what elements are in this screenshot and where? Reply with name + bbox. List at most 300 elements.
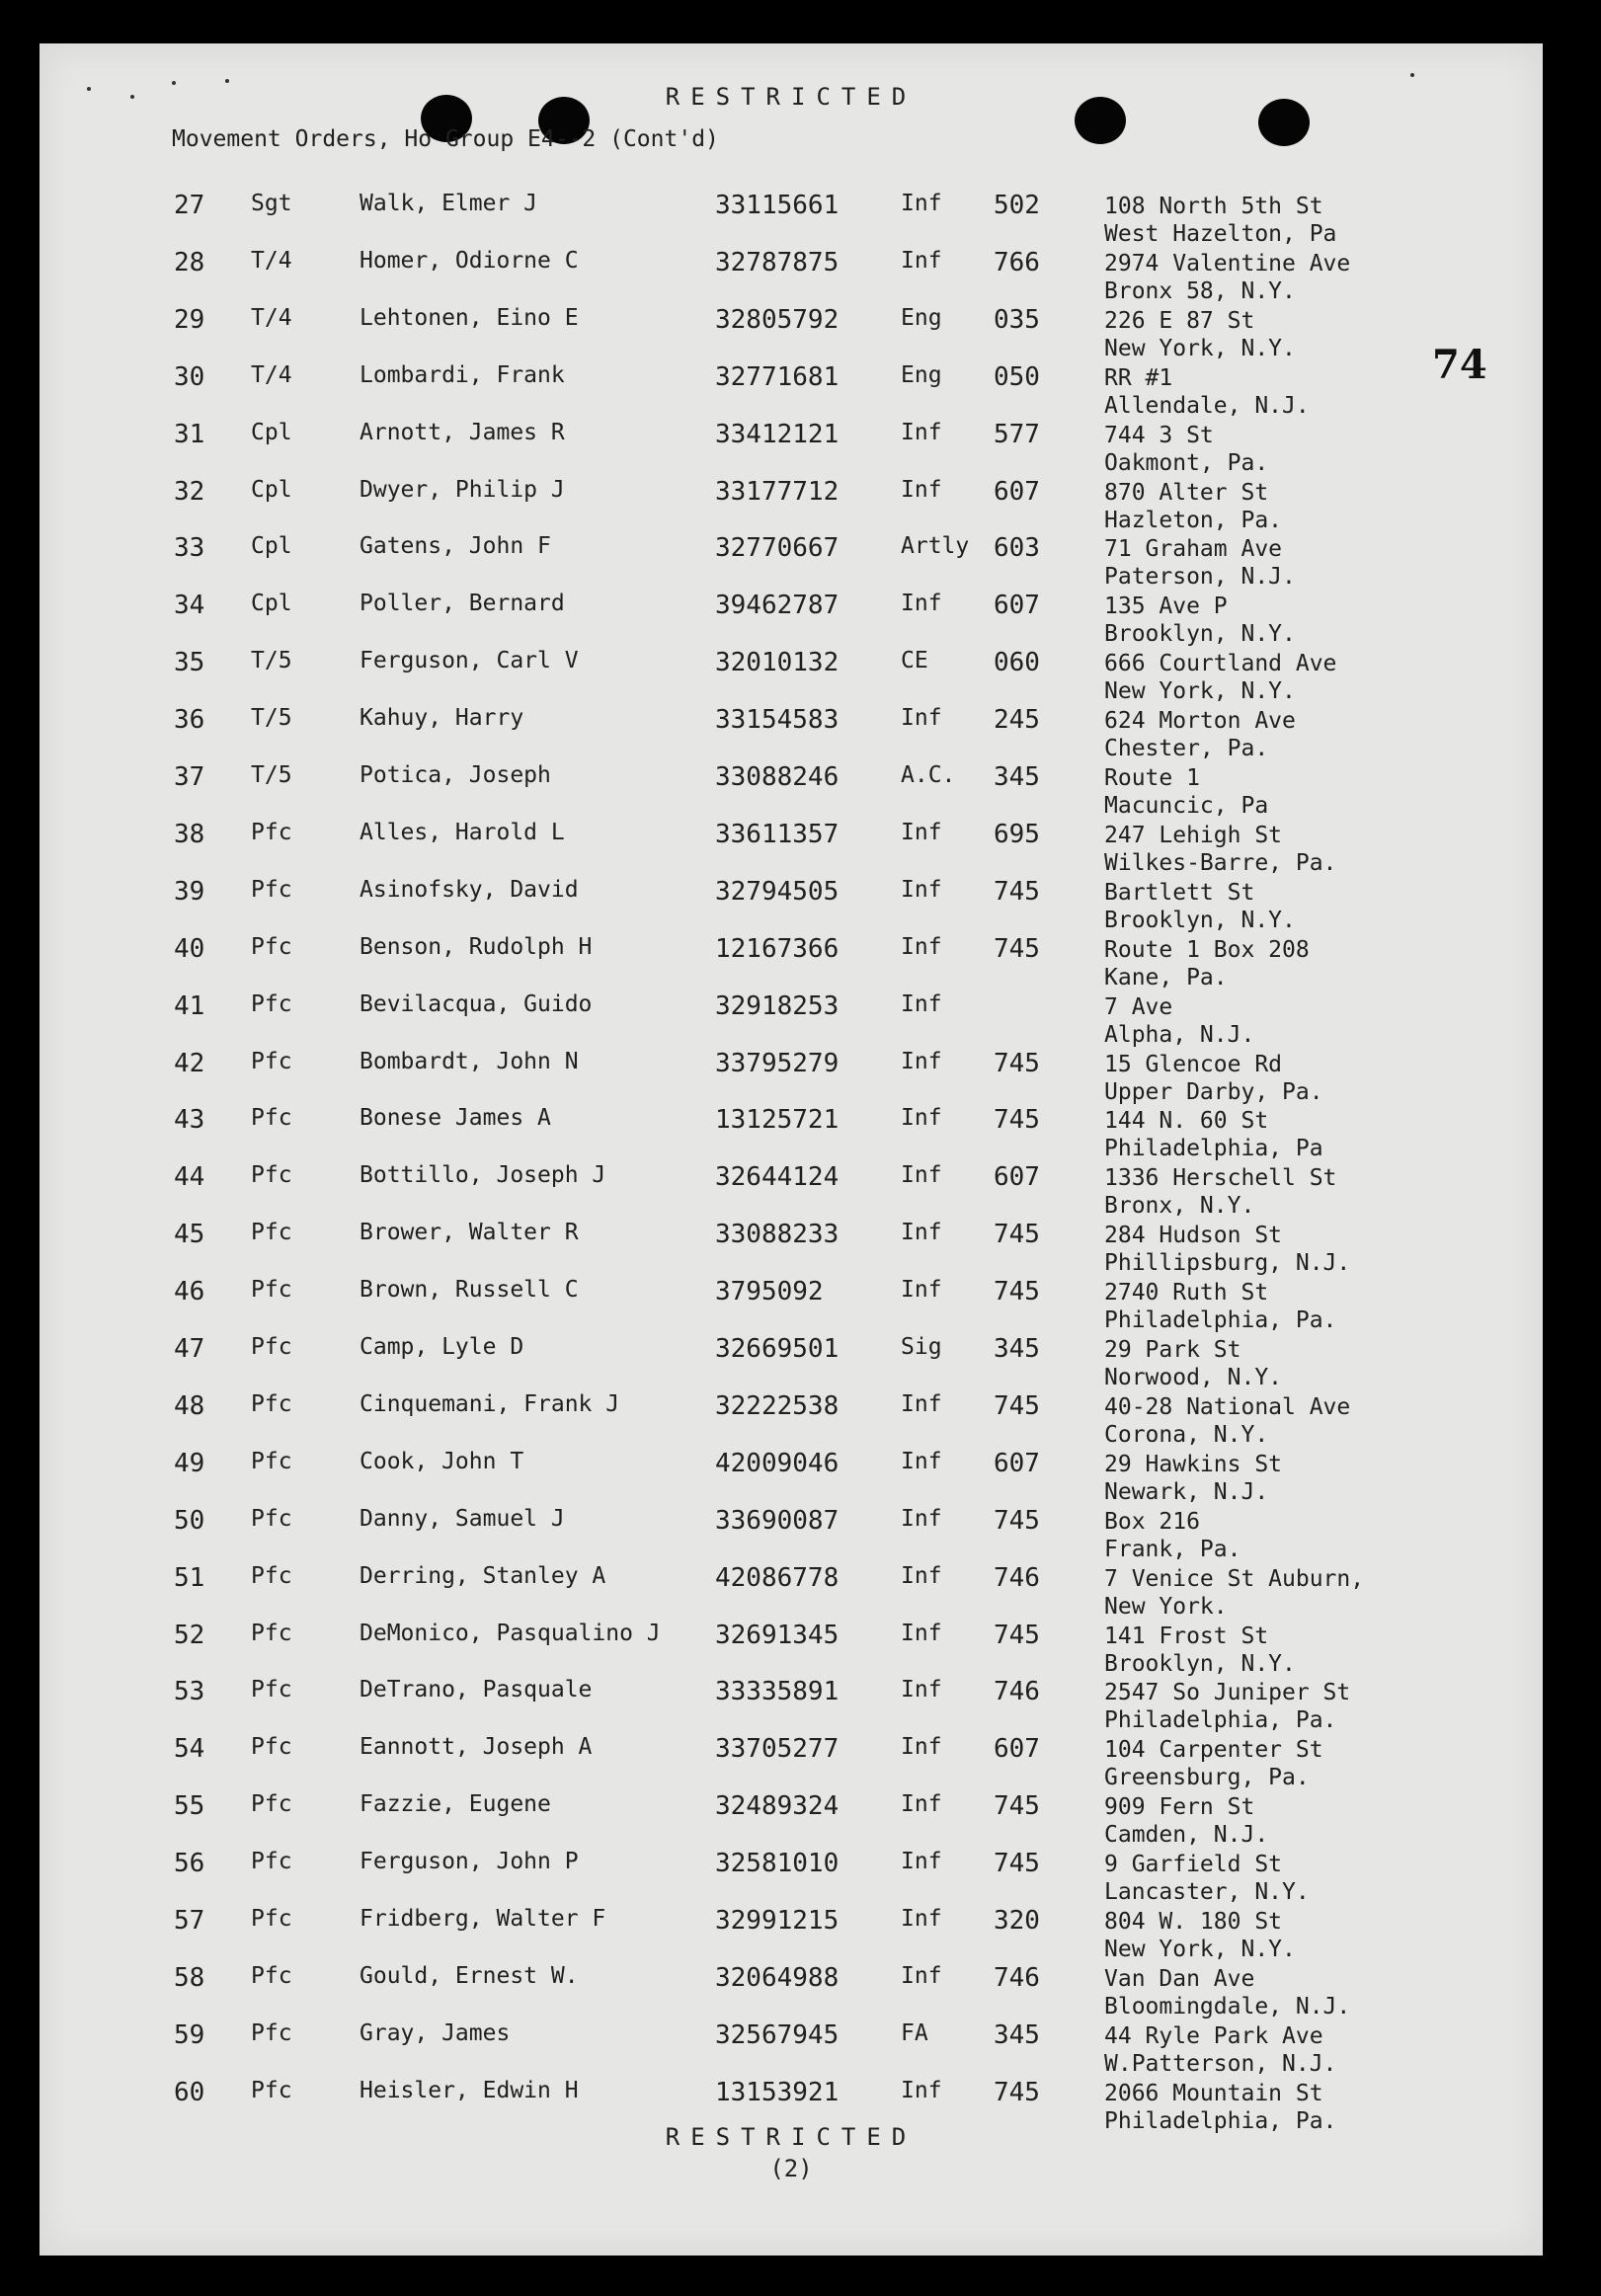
serial-number: 42009046 (715, 1448, 840, 1478)
roster-row (40, 1849, 1543, 1907)
roster-row (40, 876, 1543, 935)
roster-row (40, 1277, 1543, 1335)
soldier-name: Gray, James (360, 2019, 511, 2046)
roster-row (40, 762, 1543, 821)
mos-code: 320 (994, 1906, 1040, 1936)
address-line-1: 141 Frost St (1104, 1623, 1269, 1649)
serial-number: 32991215 (715, 1906, 840, 1936)
branch: CE (901, 648, 928, 674)
mos-code: 746 (994, 1962, 1040, 1993)
row-number: 56 (174, 1849, 205, 1879)
roster-row (40, 648, 1543, 706)
roster-row (40, 1962, 1543, 2021)
address-line-2: New York, N.Y. (1104, 1937, 1296, 1962)
page-marker: 74 (1432, 342, 1487, 388)
branch: Inf (901, 419, 942, 445)
row-number: 53 (174, 1677, 205, 1707)
row-number: 29 (174, 304, 205, 335)
rank: T/5 (251, 705, 292, 732)
address-line-1: 71 Graham Ave (1104, 536, 1283, 563)
roster-row (40, 1505, 1543, 1564)
rank: Pfc (251, 819, 292, 845)
row-number: 35 (174, 648, 205, 678)
serial-number: 32010132 (715, 648, 840, 678)
branch: Eng (901, 361, 942, 388)
branch: Inf (901, 1734, 942, 1761)
row-number: 30 (174, 361, 205, 392)
row-number: 27 (174, 191, 205, 220)
mos-code: 745 (994, 1277, 1040, 1307)
serial-number: 33705277 (715, 1734, 840, 1765)
serial-number: 13153921 (715, 2077, 840, 2107)
mos-code: 345 (994, 2019, 1040, 2050)
address-line-1: Box 216 (1104, 1508, 1200, 1535)
address-line-2: Norwood, N.Y. (1104, 1365, 1283, 1390)
rank: T/4 (251, 247, 292, 274)
rank: T/4 (251, 304, 292, 331)
rank: Pfc (251, 990, 292, 1017)
roster-row (40, 1048, 1543, 1107)
row-number: 58 (174, 1962, 205, 1993)
address-line-1: 624 Morton Ave (1104, 708, 1296, 735)
rank: T/5 (251, 648, 292, 674)
roster-row (40, 361, 1543, 421)
address-line-1: 9 Garfield St (1104, 1852, 1283, 1878)
roster-row (40, 1220, 1543, 1278)
roster-row (40, 1620, 1543, 1679)
serial-number: 39462787 (715, 591, 840, 621)
branch: Inf (901, 1220, 942, 1246)
address-line-2: Philadelphia, Pa. (1104, 2107, 1337, 2134)
rank: Pfc (251, 1734, 292, 1761)
roster-row (40, 705, 1543, 763)
address-line-2: New York, N.Y. (1104, 678, 1296, 705)
mos-code: 607 (994, 1162, 1040, 1193)
soldier-name: Brower, Walter R (360, 1220, 579, 1246)
mos-code: 745 (994, 1620, 1040, 1650)
mos-code: 746 (994, 1562, 1040, 1593)
address-line-2: Phillipsburg, N.J. (1104, 1250, 1351, 1277)
serial-number: 33177712 (715, 476, 840, 507)
row-number: 60 (174, 2077, 205, 2107)
serial-number: 32489324 (715, 1791, 840, 1822)
mos-code: 745 (994, 2077, 1040, 2107)
row-number: 43 (174, 1105, 205, 1136)
serial-number: 32644124 (715, 1162, 840, 1193)
serial-number: 32691345 (715, 1620, 840, 1650)
address-line-1: 108 North 5th St (1104, 194, 1323, 219)
mos-code: 607 (994, 591, 1040, 621)
row-number: 36 (174, 705, 205, 736)
soldier-name: Alles, Harold L (360, 819, 565, 845)
rank: T/4 (251, 361, 292, 388)
soldier-name: Gatens, John F (360, 533, 551, 560)
address-line-2: Hazleton, Pa. (1104, 507, 1283, 533)
soldier-name: Lehtonen, Eino E (360, 304, 579, 331)
roster-row (40, 247, 1543, 306)
address-line-2: Brooklyn, N.Y. (1104, 1650, 1296, 1677)
address-line-1: 15 Glencoe Rd (1104, 1051, 1283, 1077)
soldier-name: DeTrano, Pasquale (360, 1677, 593, 1703)
address-line-1: 2066 Mountain St (1104, 2080, 1323, 2106)
address-line-2: Upper Darby, Pa. (1104, 1078, 1323, 1105)
branch: Inf (901, 247, 942, 274)
row-number: 54 (174, 1734, 205, 1765)
soldier-name: Derring, Stanley A (360, 1562, 606, 1589)
address-line-2: Macuncic, Pa (1104, 793, 1269, 819)
mos-code: 607 (994, 1448, 1040, 1478)
soldier-name: Bombardt, John N (360, 1048, 579, 1074)
rank: Pfc (251, 1220, 292, 1246)
branch: Inf (901, 476, 942, 503)
rank: Pfc (251, 1620, 292, 1646)
address-line-2: Kane, Pa. (1104, 964, 1228, 990)
rank: Pfc (251, 1334, 292, 1360)
branch: Inf (901, 1962, 942, 1989)
address-line-2: Bloomingdale, N.J. (1104, 1993, 1351, 2019)
branch: Inf (901, 819, 942, 845)
branch: FA (901, 2019, 928, 2046)
address-line-2: Brooklyn, N.Y. (1104, 907, 1296, 933)
roster-row (40, 476, 1543, 535)
serial-number: 32581010 (715, 1849, 840, 1879)
address-line-1: 2974 Valentine Ave (1104, 250, 1351, 277)
serial-number: 32222538 (715, 1390, 840, 1421)
serial-number: 32669501 (715, 1334, 840, 1364)
row-number: 37 (174, 762, 205, 792)
mos-code: 577 (994, 419, 1040, 449)
row-number: 34 (174, 591, 205, 621)
branch: Inf (901, 191, 942, 216)
mos-code: 745 (994, 1390, 1040, 1421)
address-line-1: Bartlett St (1104, 879, 1255, 906)
branch: Inf (901, 1390, 942, 1417)
mos-code: 745 (994, 1505, 1040, 1536)
branch: Artly (901, 533, 970, 560)
soldier-name: Gould, Ernest W. (360, 1962, 579, 1989)
address-line-1: 744 3 St (1104, 422, 1214, 448)
rank: Pfc (251, 1906, 292, 1932)
rank: Cpl (251, 533, 292, 560)
branch: Inf (901, 1791, 942, 1818)
soldier-name: Heisler, Edwin H (360, 2077, 579, 2103)
row-number: 38 (174, 819, 205, 849)
mos-code: 745 (994, 1105, 1040, 1136)
branch: Inf (901, 1162, 942, 1189)
soldier-name: Brown, Russell C (360, 1277, 579, 1304)
row-number: 59 (174, 2019, 205, 2050)
row-number: 28 (174, 247, 205, 277)
serial-number: 12167366 (715, 933, 840, 964)
mos-code: 695 (994, 819, 1040, 849)
branch: Inf (901, 1048, 942, 1074)
soldier-name: Cinquemani, Frank J (360, 1390, 620, 1417)
mos-code: 245 (994, 705, 1040, 736)
roster-row (40, 1734, 1543, 1792)
soldier-name: Bevilacqua, Guido (360, 990, 593, 1017)
row-number: 55 (174, 1791, 205, 1822)
soldier-name: Lombardi, Frank (360, 361, 565, 388)
row-number: 51 (174, 1562, 205, 1593)
serial-number: 32064988 (715, 1962, 840, 1993)
address-line-2: Greensburg, Pa. (1104, 1765, 1310, 1791)
address-line-1: 144 N. 60 St (1104, 1108, 1269, 1135)
address-line-2: Philadelphia, Pa (1104, 1136, 1323, 1162)
rank: Pfc (251, 1962, 292, 1989)
soldier-name: DeMonico, Pasqualino J (360, 1620, 661, 1646)
address-line-2: Oakmont, Pa. (1104, 449, 1269, 476)
soldier-name: Ferguson, John P (360, 1849, 579, 1875)
address-line-2: Newark, N.J. (1104, 1478, 1269, 1505)
address-line-1: Route 1 Box 208 (1104, 936, 1310, 963)
branch: Inf (901, 1677, 942, 1703)
mos-code: 745 (994, 1791, 1040, 1822)
row-number: 41 (174, 990, 205, 1021)
branch: Inf (901, 1277, 942, 1304)
roster-row (40, 1562, 1543, 1622)
address-line-2: Frank, Pa. (1104, 1536, 1241, 1562)
row-number: 42 (174, 1048, 205, 1078)
branch: Sig (901, 1334, 942, 1360)
address-line-2: Philadelphia, Pa. (1104, 1307, 1337, 1334)
address-line-2: Bronx, N.Y. (1104, 1193, 1255, 1220)
rank: Pfc (251, 1277, 292, 1304)
roster-row (40, 1162, 1543, 1221)
mos-code: 766 (994, 247, 1040, 277)
soldier-name: Homer, Odiorne C (360, 247, 579, 274)
row-number: 39 (174, 876, 205, 907)
address-line-1: 666 Courtland Ave (1104, 651, 1337, 677)
address-line-2: West Hazelton, Pa (1104, 221, 1337, 247)
address-line-1: 909 Fern St (1104, 1794, 1255, 1821)
address-line-1: 870 Alter St (1104, 479, 1269, 506)
branch: Inf (901, 990, 942, 1017)
rank: Pfc (251, 1562, 292, 1589)
row-number: 44 (174, 1162, 205, 1193)
rank: Pfc (251, 1390, 292, 1417)
page-number: (2) (769, 2155, 813, 2182)
mos-code: 603 (994, 533, 1040, 564)
soldier-name: Arnott, James R (360, 419, 565, 445)
row-number: 31 (174, 419, 205, 449)
rank: Pfc (251, 1849, 292, 1875)
address-line-1: Van Dan Ave (1104, 1965, 1255, 1992)
row-number: 33 (174, 533, 205, 564)
soldier-name: Ferguson, Carl V (360, 648, 579, 674)
document-subtitle: Movement Orders, Ho Group E4--2 (Cont'd) (172, 126, 719, 152)
serial-number: 13125721 (715, 1105, 840, 1136)
mos-code: 607 (994, 1734, 1040, 1765)
address-line-1: RR #1 (1104, 364, 1173, 391)
branch: Inf (901, 2077, 942, 2103)
address-line-1: 247 Lehigh St (1104, 822, 1283, 848)
roster-row (40, 933, 1543, 992)
serial-number: 33335891 (715, 1677, 840, 1707)
branch: Inf (901, 1906, 942, 1932)
branch: Inf (901, 1562, 942, 1589)
row-number: 46 (174, 1277, 205, 1307)
roster-row (40, 1334, 1543, 1392)
roster-row (40, 1390, 1543, 1450)
row-number: 50 (174, 1505, 205, 1536)
soldier-name: Camp, Lyle D (360, 1334, 524, 1360)
soldier-name: Bonese James A (360, 1105, 551, 1132)
rank: Pfc (251, 933, 292, 960)
roster-row (40, 1105, 1543, 1163)
address-line-1: 7 Venice St Auburn, (1104, 1565, 1365, 1592)
serial-number: 32771681 (715, 361, 840, 392)
roster-row (40, 2019, 1543, 2079)
address-line-1: 804 W. 180 St (1104, 1909, 1283, 1935)
address-line-2: Allendale, N.J. (1104, 392, 1310, 419)
rank: Pfc (251, 1677, 292, 1703)
branch: Inf (901, 1105, 942, 1132)
rank: Pfc (251, 1448, 292, 1474)
branch: A.C. (901, 762, 956, 788)
mos-code: 502 (994, 191, 1040, 220)
branch: Inf (901, 1448, 942, 1474)
row-number: 47 (174, 1334, 205, 1364)
mos-code: 345 (994, 1334, 1040, 1364)
address-line-1: 44 Ryle Park Ave (1104, 2022, 1323, 2049)
address-line-2: Brooklyn, N.Y. (1104, 621, 1296, 648)
address-line-1: 40-28 National Ave (1104, 1393, 1351, 1420)
roster-row (40, 1791, 1543, 1850)
rank: Cpl (251, 476, 292, 503)
mos-code: 060 (994, 648, 1040, 678)
mos-code: 746 (994, 1677, 1040, 1707)
roster-row (40, 1906, 1543, 1964)
address-line-1: Route 1 (1104, 765, 1200, 791)
branch: Inf (901, 1505, 942, 1532)
serial-number: 42086778 (715, 1562, 840, 1593)
roster-row (40, 819, 1543, 878)
address-line-2: Wilkes-Barre, Pa. (1104, 849, 1337, 876)
address-line-2: Philadelphia, Pa. (1104, 1707, 1337, 1734)
address-line-1: 2547 So Juniper St (1104, 1680, 1351, 1706)
soldier-name: Walk, Elmer J (360, 191, 538, 216)
mos-code: 745 (994, 1849, 1040, 1879)
row-number: 40 (174, 933, 205, 964)
row-number: 45 (174, 1220, 205, 1250)
serial-number: 33088233 (715, 1220, 840, 1250)
serial-number: 32918253 (715, 990, 840, 1021)
row-number: 57 (174, 1906, 205, 1936)
rank: Pfc (251, 1791, 292, 1818)
soldier-name: Dwyer, Philip J (360, 476, 565, 503)
soldier-name: Danny, Samuel J (360, 1505, 565, 1532)
soldier-name: Fridberg, Walter F (360, 1906, 606, 1932)
address-line-2: Corona, N.Y. (1104, 1421, 1269, 1448)
address-line-2: New York. (1104, 1593, 1228, 1620)
serial-number: 3795092 (715, 1277, 824, 1307)
rank: T/5 (251, 762, 292, 788)
soldier-name: Cook, John T (360, 1448, 524, 1474)
serial-number: 33115661 (715, 191, 840, 220)
serial-number: 33088246 (715, 762, 840, 792)
serial-number: 33690087 (715, 1505, 840, 1536)
row-number: 48 (174, 1390, 205, 1421)
rank: Sgt (251, 191, 292, 216)
mos-code: 050 (994, 361, 1040, 392)
address-line-1: 2740 Ruth St (1104, 1280, 1269, 1306)
rank: Pfc (251, 1162, 292, 1189)
row-number: 52 (174, 1620, 205, 1650)
serial-number: 32787875 (715, 247, 840, 277)
address-line-2: Bronx 58, N.Y. (1104, 277, 1296, 304)
mos-code: 035 (994, 304, 1040, 335)
roster-row (40, 533, 1543, 592)
roster-row (40, 419, 1543, 478)
address-line-2: W.Patterson, N.J. (1104, 2050, 1337, 2077)
serial-number: 33412121 (715, 419, 840, 449)
mos-code: 745 (994, 933, 1040, 964)
rank: Cpl (251, 419, 292, 445)
classification-header: RESTRICTED (665, 83, 918, 111)
roster-row (40, 1677, 1543, 1735)
soldier-name: Asinofsky, David (360, 876, 579, 903)
address-line-2: Alpha, N.J. (1104, 1021, 1255, 1048)
mos-code: 745 (994, 876, 1040, 907)
branch: Inf (901, 876, 942, 903)
document-page (40, 43, 1543, 2256)
serial-number: 32805792 (715, 304, 840, 335)
mos-code: 745 (994, 1048, 1040, 1078)
address-line-2: Paterson, N.J. (1104, 564, 1296, 591)
branch: Inf (901, 933, 942, 960)
branch: Eng (901, 304, 942, 331)
address-line-1: 29 Hawkins St (1104, 1451, 1283, 1477)
soldier-name: Eannott, Joseph A (360, 1734, 593, 1761)
rank: Pfc (251, 1048, 292, 1074)
rank: Pfc (251, 876, 292, 903)
soldier-name: Potica, Joseph (360, 762, 551, 788)
mos-code: 745 (994, 1220, 1040, 1250)
soldier-name: Benson, Rudolph H (360, 933, 593, 960)
row-number: 32 (174, 476, 205, 507)
mos-code: 607 (994, 476, 1040, 507)
rank: Pfc (251, 2019, 292, 2046)
rank: Pfc (251, 2077, 292, 2103)
serial-number: 32794505 (715, 876, 840, 907)
rank: Pfc (251, 1105, 292, 1132)
address-line-1: 284 Hudson St (1104, 1223, 1283, 1249)
serial-number: 32770667 (715, 533, 840, 564)
serial-number: 32567945 (715, 2019, 840, 2050)
branch: Inf (901, 705, 942, 732)
address-line-2: Camden, N.J. (1104, 1822, 1269, 1849)
address-line-1: 29 Park St (1104, 1337, 1241, 1363)
soldier-name: Fazzie, Eugene (360, 1791, 551, 1818)
address-line-1: 1336 Herschell St (1104, 1165, 1337, 1192)
branch: Inf (901, 1849, 942, 1875)
roster-row (40, 1448, 1543, 1507)
serial-number: 33154583 (715, 705, 840, 736)
address-line-2: Lancaster, N.Y. (1104, 1879, 1310, 1906)
soldier-name: Kahuy, Harry (360, 705, 524, 732)
roster-row (40, 591, 1543, 649)
address-line-1: 226 E 87 St (1104, 307, 1255, 334)
serial-number: 33611357 (715, 819, 840, 849)
address-line-1: 7 Ave (1104, 993, 1173, 1020)
roster-row (40, 304, 1543, 363)
address-line-1: 135 Ave P (1104, 594, 1228, 620)
branch: Inf (901, 1620, 942, 1646)
row-number: 49 (174, 1448, 205, 1478)
serial-number: 33795279 (715, 1048, 840, 1078)
roster-row (40, 990, 1543, 1050)
classification-footer: RESTRICTED (665, 2123, 918, 2151)
